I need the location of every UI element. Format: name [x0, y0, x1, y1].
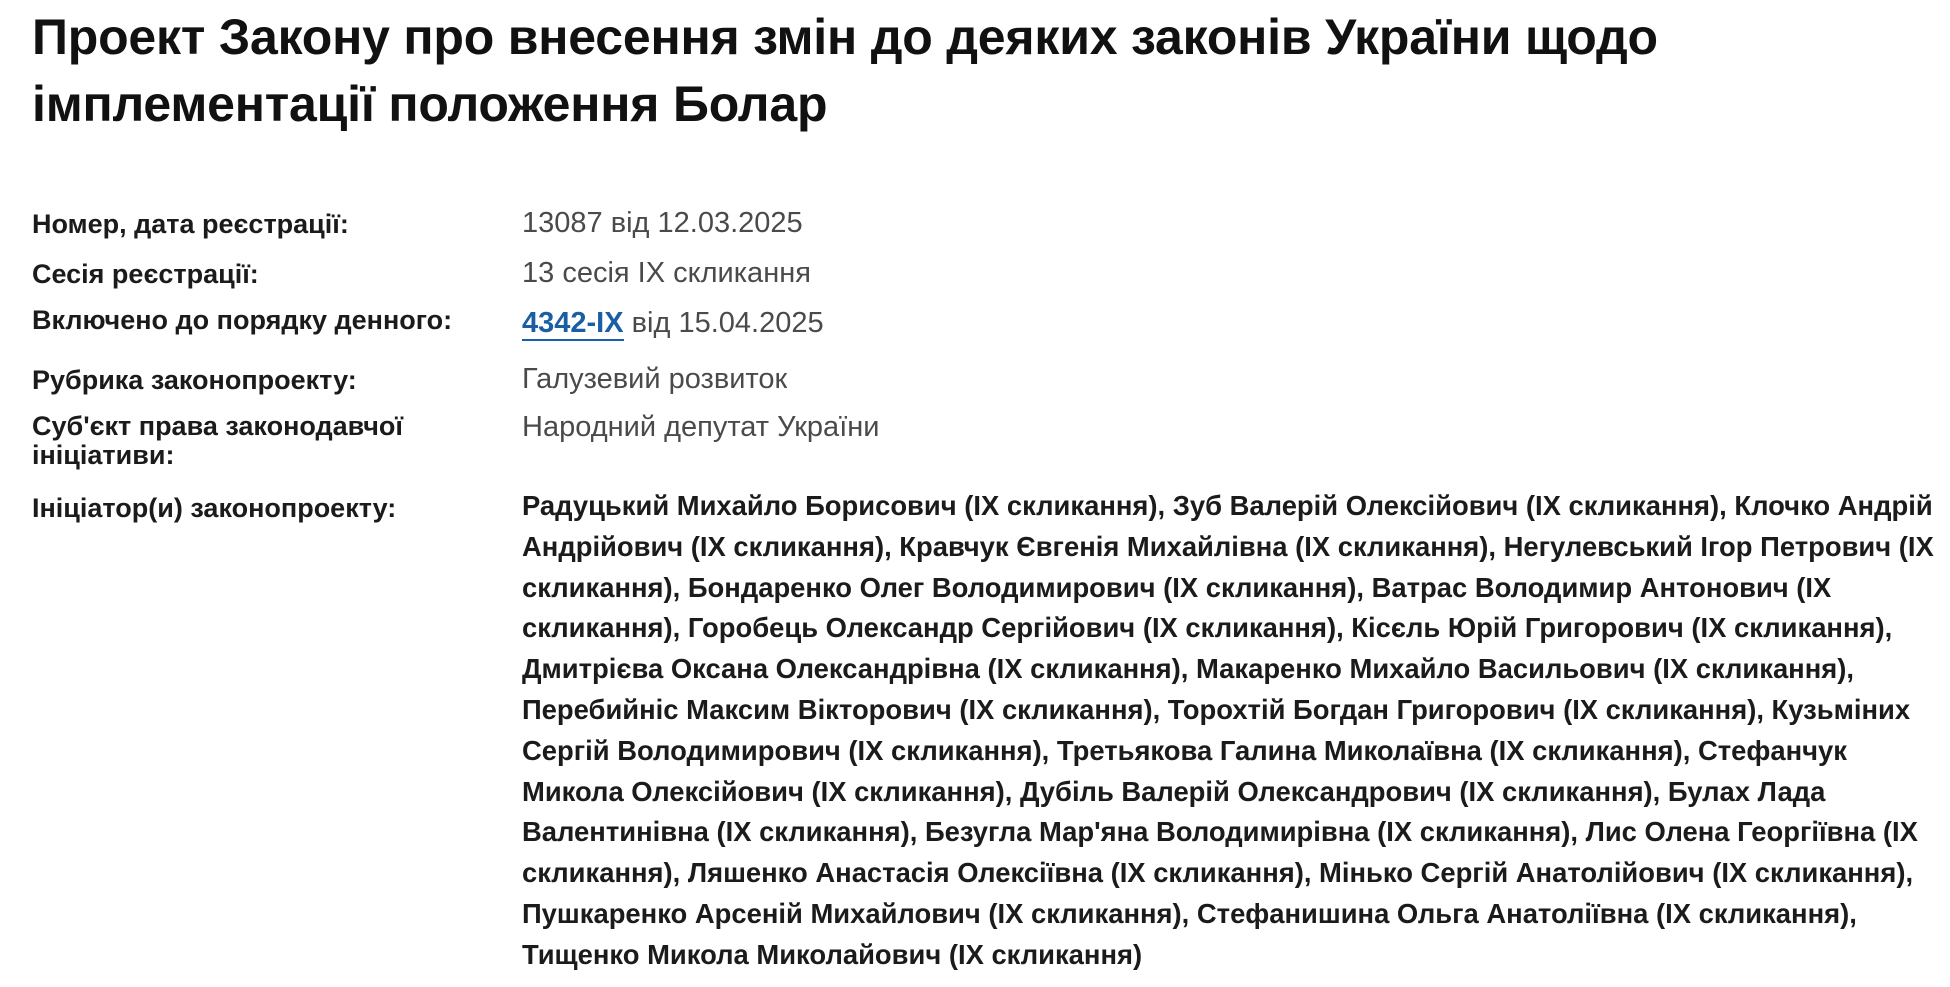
- subject-value: Народний депутат України: [522, 411, 880, 443]
- page-title: Проект Закону про внесення змін до деяких законів України щодо імплементації положення Болар: [32, 9, 1658, 132]
- bill-details: [32, 206, 1942, 976]
- subject-label: Суб'єкт права законодавчої ініціативи:: [32, 411, 403, 470]
- session-value: 13 сесія IX скликання: [522, 257, 811, 289]
- initiators-list: Радуцький Михайло Борисович (IX скликання), Зуб Валерій Олексійович (IX скликання), Клочко Андрій Андрійович (IX скликання), Кравчук Євгенія Михайлівна (IX скликання), Негулевський Ігор Петрович (IX скликання), Бондаренко Олег Володимирович (IX скликання), Ватрас Володимир Антонович (IX скликання), Горобець Олександр Сергійович (IX скликання), Кісєль Юрій Григорович (IX скликання), Дмитрієва Оксана Олександрівна (IX скликання), Макаренко Михайло Васильович (IX скликання), Перебийніс Максим Вікторович (IX скликання), Торохтій Богдан Григорович (IX скликання), Кузьміних Сергій Володимирович (IX скликання), Третьякова Галина Миколаївна (IX скликання), Стефанчук Микола Олексійович (IX скликання), Дубіль Валерій Олександрович (IX скликання), Булах Лада Валентинівна (IX скликання), Безугла Мар'яна Володимирівна (IX скликання), Лис Олена Георгіївна (IX скликання), Ляшенко Анастасія Олексіївна (IX скликання), Мінько Сергій Анатолійович (IX скликання), Пушкаренко Арсеній Михайлович (IX скликання), Стефанишина Ольга Анатоліївна (IX скликання), Тищенко Микола Миколайович (IX скликання): [522, 490, 1934, 970]
- agenda-value: [522, 306, 1942, 340]
- registration-label: Номер, дата реєстрації:: [32, 209, 349, 239]
- agenda-label: Включено до порядку денного:: [32, 305, 453, 335]
- rubric-label: Рубрика законопроекту:: [32, 365, 357, 395]
- rubric-value: Галузевий розвиток: [522, 363, 788, 395]
- agenda-link[interactable]: 4342-IX: [522, 307, 624, 339]
- registration-row: [32, 206, 1942, 256]
- subject-row: [32, 410, 1942, 492]
- initiators-row: [32, 492, 1942, 976]
- initiators-label: Ініціатор(и) законопроекту:: [32, 493, 397, 523]
- registration-value: 13087 від 12.03.2025: [522, 207, 803, 239]
- agenda-date: від 15.04.2025: [623, 307, 824, 339]
- rubric-row: [32, 362, 1942, 410]
- agenda-row: [32, 306, 1942, 362]
- session-row: [32, 256, 1942, 306]
- session-label: Сесія реєстрації:: [32, 259, 259, 289]
